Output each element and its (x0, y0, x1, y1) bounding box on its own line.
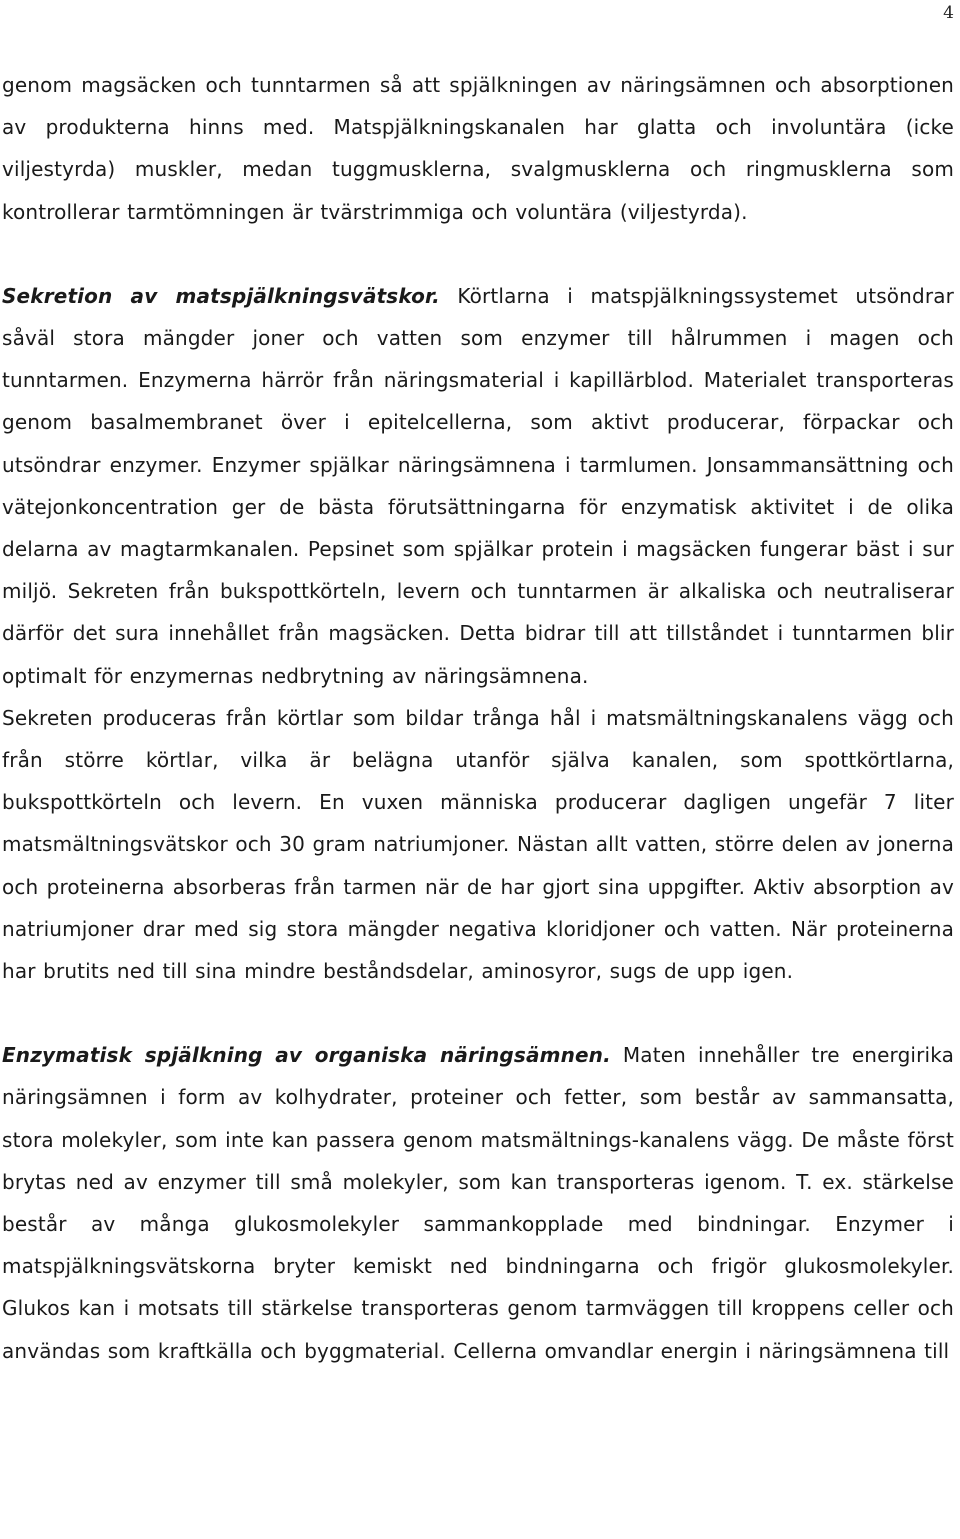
paragraph-digestive-muscles: genom magsäcken och tunntarmen så att spjälkningen av näringsämnen och absorptionen av produkterna hinns med. Matspjälkningskanalen har glatta och involuntära (icke viljestyrda) muskler, medan tuggmusklerna, svalgmusklerna och ringmusklerna som kontrollerar tarmtömningen är tvärstrimmiga och voluntära (viljestyrda). (2, 73, 954, 224)
document-body (2, 64, 954, 1372)
section-heading-enzymatic-digestion: Enzymatisk spjälkning av organiska näringsämnen. (2, 1043, 611, 1068)
paragraph-enzymatic-digestion-text: Maten innehåller tre energirika näringsämnen i form av kolhydrater, proteiner och fetter, som består av sammansatta, stora molekyler, som inte kan passera genom matsmältnings-kanalens vägg. De måste först brytas ned av enzymer till små molekyler, som kan transporteras igenom. T. ex. stärkelse består av många glukosmolekyler sammankopplade med bindningar. Enzymer i matspjälkningsvätskorna bryter kemiskt ned bindningarna och frigör glukosmolekyler. Glukos kan i motsats till stärkelse transporteras genom tarmväggen till kroppens celler och användas som kraftkälla och byggmaterial. Cellerna omvandlar energin i näringsämnena till (2, 1043, 954, 1363)
page-number: 4 (943, 3, 954, 23)
section-heading-secretion: Sekretion av matspjälkningsvätskor. (2, 283, 440, 308)
paragraph-secretion (2, 275, 954, 697)
paragraph-secretion-text: Körtlarna i matspjälkningssystemet utsöndrar såväl stora mängder joner och vatten som enzymer till hålrummen i magen och tunntarmen. Enzymerna härrör från näringsmaterial i kapillärblod. Materialet transporteras genom basalmembranet över i epitelcellerna, som aktivt producerar, förpackar och utsöndrar enzymer. Enzymer spjälkar näringsämnena i tarmlumen. Jonsammansättning och vätejonkoncentration ger de bästa förutsättningarna för enzymatisk aktivitet i de olika delarna av magtarmkanalen. Pepsinet som spjälkar protein i magsäcken fungerar bäst i sur miljö. Sekreten från bukspottkörteln, levern och tunntarmen är alkaliska och neutraliserar därför det sura innehållet från magsäcken. Detta bidrar till att tillståndet i tunntarmen blir optimalt för enzymernas nedbrytning av näringsämnena. (2, 283, 955, 688)
paragraph-secretion-production: Sekreten produceras från körtlar som bildar trånga hål i matsmältningskanalens vägg och från större körtlar, vilka är belägna utanför själva kanalen, som spottkörtlarna, bukspottkörteln och levern. En vuxen människa producerar dagligen ungefär 7 liter matsmältningsvätskor och 30 gram natriumjoner. Nästan allt vatten, större delen av jonerna och proteinerna absorberas från tarmen när de har gjort sina uppgifter. Aktiv absorption av natriumjoner drar med sig stora mängder negativa kloridjoner och vatten. När proteinerna har brutits ned till sina mindre beståndsdelar, aminosyror, sugs de upp igen. (2, 705, 954, 984)
paragraph-enzymatic-digestion (2, 1034, 954, 1372)
